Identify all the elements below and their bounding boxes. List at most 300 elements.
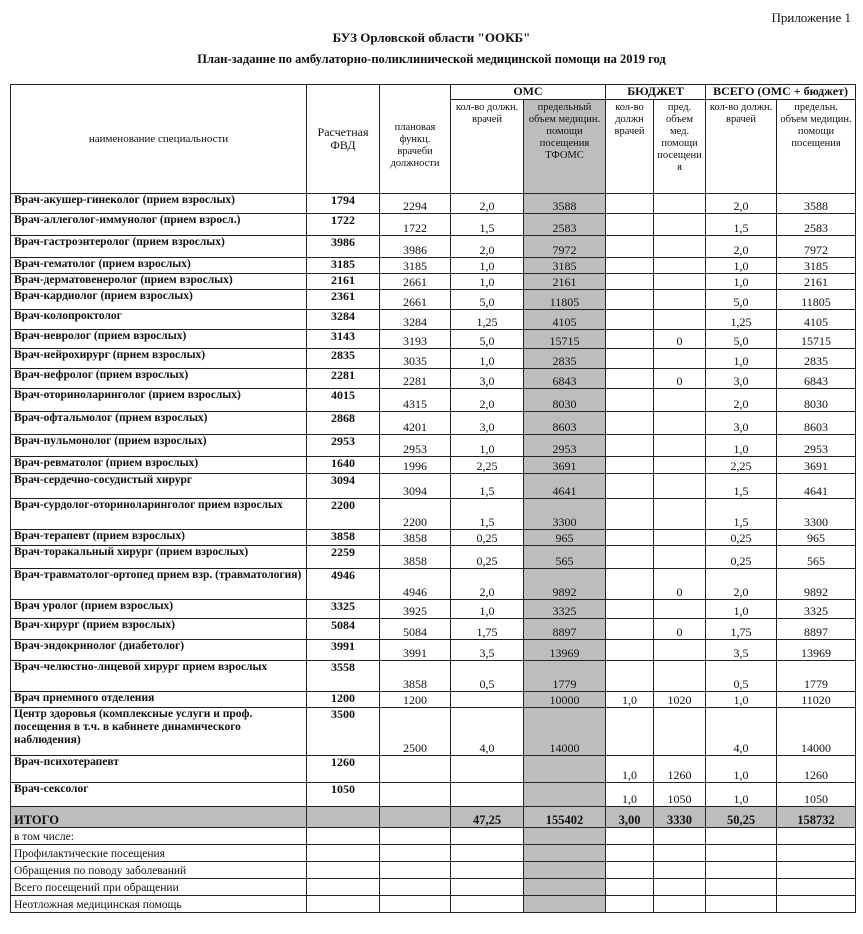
breakdown-empty-cell	[307, 862, 380, 879]
breakdown-label: Неотложная медицинская помощь	[11, 896, 307, 913]
budget-count-value	[606, 290, 654, 310]
oms-volume-value: 14000	[524, 708, 606, 756]
plan-func-value: 3284	[380, 310, 451, 330]
breakdown-empty-cell	[606, 879, 654, 896]
budget-count-value	[606, 274, 654, 290]
plan-func-value: 3925	[380, 600, 451, 619]
specialty-name: Врач-сердечно-сосудистый хирург	[11, 474, 307, 499]
breakdown-empty-cell	[451, 828, 524, 845]
breakdown-empty-cell	[654, 896, 706, 913]
fvd-value: 2259	[307, 546, 380, 569]
table-row	[11, 499, 856, 530]
plan-func-value: 2953	[380, 435, 451, 457]
total-volume-value: 3691	[777, 457, 856, 474]
oms-count-value: 2,0	[451, 194, 524, 214]
oms-volume-value: 4641	[524, 474, 606, 499]
total-volume-value: 8030	[777, 389, 856, 412]
breakdown-label: Всего посещений при обращении	[11, 879, 307, 896]
oms-volume-value: 10000	[524, 692, 606, 708]
total-count-value: 2,25	[706, 457, 777, 474]
fvd-value: 1640	[307, 457, 380, 474]
plan-func-value	[380, 783, 451, 807]
oms-volume-value: 11805	[524, 290, 606, 310]
specialty-name: Врач-гематолог (прием взрослых)	[11, 258, 307, 274]
table-row	[11, 756, 856, 783]
oms-count-value	[451, 756, 524, 783]
oms-volume-value: 8030	[524, 389, 606, 412]
breakdown-empty-cell	[380, 896, 451, 913]
oms-volume-value	[524, 756, 606, 783]
total-all-volume: 158732	[777, 807, 856, 828]
table-row	[11, 258, 856, 274]
budget-count-value: 1,0	[606, 783, 654, 807]
oms-volume-value: 3300	[524, 499, 606, 530]
oms-count-value: 1,0	[451, 600, 524, 619]
oms-count-value: 0,25	[451, 530, 524, 546]
fvd-value: 2953	[307, 435, 380, 457]
plan-func-value: 2661	[380, 274, 451, 290]
total-count-value: 5,0	[706, 330, 777, 349]
breakdown-empty-cell	[307, 828, 380, 845]
budget-volume-value	[654, 640, 706, 661]
specialty-name: Врач-психотерапевт	[11, 756, 307, 783]
budget-volume-value	[654, 194, 706, 214]
plan-func-value: 3035	[380, 349, 451, 369]
breakdown-empty-cell	[606, 862, 654, 879]
breakdown-empty-cell	[524, 879, 606, 896]
specialty-name: Врач-акушер-гинеколог (прием взрослых)	[11, 194, 307, 214]
budget-count-value	[606, 369, 654, 389]
specialty-name: Врач-гастроэнтеролог (прием взрослых)	[11, 236, 307, 258]
breakdown-row	[11, 845, 856, 862]
oms-volume-value: 15715	[524, 330, 606, 349]
breakdown-label: Обращения по поводу заболеваний	[11, 862, 307, 879]
budget-volume-value: 0	[654, 330, 706, 349]
header-budget-count: кол-во должн врачей	[606, 100, 654, 194]
budget-volume-value	[654, 236, 706, 258]
oms-count-value: 1,5	[451, 214, 524, 236]
oms-count-value: 1,5	[451, 499, 524, 530]
total-volume-value: 3325	[777, 600, 856, 619]
total-plan-empty	[380, 807, 451, 828]
table-row	[11, 457, 856, 474]
fvd-value: 1050	[307, 783, 380, 807]
table-row	[11, 619, 856, 640]
total-volume-value: 7972	[777, 236, 856, 258]
total-volume-value: 565	[777, 546, 856, 569]
budget-volume-value	[654, 290, 706, 310]
table-row	[11, 310, 856, 330]
oms-volume-value: 3691	[524, 457, 606, 474]
total-count-value: 1,5	[706, 474, 777, 499]
specialty-name: Центр здоровья (комплексные услуги и проф. посещения в т.ч. в кабинете динамического наблюдения)	[11, 708, 307, 756]
fvd-value: 3500	[307, 708, 380, 756]
oms-count-value: 5,0	[451, 290, 524, 310]
fvd-value: 3325	[307, 600, 380, 619]
total-volume-value: 965	[777, 530, 856, 546]
breakdown-empty-cell	[654, 828, 706, 845]
budget-count-value	[606, 435, 654, 457]
budget-count-value: 1,0	[606, 756, 654, 783]
oms-volume-value: 8897	[524, 619, 606, 640]
budget-count-value	[606, 640, 654, 661]
budget-count-value	[606, 349, 654, 369]
budget-volume-value	[654, 349, 706, 369]
breakdown-row	[11, 828, 856, 845]
fvd-value: 1260	[307, 756, 380, 783]
budget-volume-value	[654, 474, 706, 499]
specialty-name: Врач-сурдолог-оториноларинголог прием взрослых	[11, 499, 307, 530]
total-count-value: 1,0	[706, 783, 777, 807]
fvd-value: 2835	[307, 349, 380, 369]
total-count-value: 5,0	[706, 290, 777, 310]
total-count-value: 1,5	[706, 214, 777, 236]
total-volume-value: 2583	[777, 214, 856, 236]
fvd-value: 3185	[307, 258, 380, 274]
budget-volume-value	[654, 310, 706, 330]
table-row	[11, 474, 856, 499]
total-count-value: 1,0	[706, 692, 777, 708]
budget-volume-value: 1020	[654, 692, 706, 708]
total-volume-value: 3300	[777, 499, 856, 530]
table-row	[11, 412, 856, 435]
breakdown-empty-cell	[606, 845, 654, 862]
total-volume-value: 3185	[777, 258, 856, 274]
header-plan-func: плановая функц. врачеби должности	[380, 85, 451, 194]
breakdown-empty-cell	[380, 862, 451, 879]
total-count-value: 1,75	[706, 619, 777, 640]
table-row	[11, 435, 856, 457]
breakdown-empty-cell	[706, 845, 777, 862]
table-row	[11, 236, 856, 258]
budget-count-value	[606, 236, 654, 258]
total-volume-value: 15715	[777, 330, 856, 349]
budget-volume-value: 1260	[654, 756, 706, 783]
oms-count-value: 1,0	[451, 258, 524, 274]
budget-count-value	[606, 499, 654, 530]
table-row	[11, 546, 856, 569]
budget-volume-value	[654, 435, 706, 457]
budget-volume-value	[654, 274, 706, 290]
total-volume-value: 14000	[777, 708, 856, 756]
plan-func-value: 1200	[380, 692, 451, 708]
total-oms-volume: 155402	[524, 807, 606, 828]
breakdown-empty-cell	[307, 896, 380, 913]
table-row	[11, 692, 856, 708]
header-specialty: наименование специальности	[11, 85, 307, 194]
fvd-value: 2281	[307, 369, 380, 389]
total-count-value: 1,5	[706, 499, 777, 530]
specialty-name: Врач-кардиолог (прием взрослых)	[11, 290, 307, 310]
oms-count-value: 1,0	[451, 274, 524, 290]
oms-volume-value: 2161	[524, 274, 606, 290]
specialty-name: Врач-травматолог-ортопед прием взр. (травматология)	[11, 569, 307, 600]
budget-count-value	[606, 310, 654, 330]
oms-count-value: 3,0	[451, 412, 524, 435]
oms-count-value: 1,0	[451, 349, 524, 369]
table-row	[11, 330, 856, 349]
breakdown-empty-cell	[524, 862, 606, 879]
total-volume-value: 9892	[777, 569, 856, 600]
plan-func-value: 2661	[380, 290, 451, 310]
appendix-label: Приложение 1	[771, 10, 851, 25]
budget-volume-value	[654, 214, 706, 236]
budget-count-value	[606, 194, 654, 214]
header-total-volume: предельн. объем медицин. помощи посещения	[777, 100, 856, 194]
budget-volume-value	[654, 258, 706, 274]
plan-func-value: 4315	[380, 389, 451, 412]
table-row	[11, 274, 856, 290]
total-fvd-empty	[307, 807, 380, 828]
budget-volume-value	[654, 499, 706, 530]
total-count-value: 1,0	[706, 600, 777, 619]
breakdown-empty-cell	[654, 879, 706, 896]
budget-count-value	[606, 457, 654, 474]
fvd-value: 3094	[307, 474, 380, 499]
specialty-name: Врач уролог (прием взрослых)	[11, 600, 307, 619]
table-row	[11, 290, 856, 310]
oms-volume-value: 965	[524, 530, 606, 546]
total-count-value: 1,0	[706, 349, 777, 369]
total-volume-value: 11020	[777, 692, 856, 708]
breakdown-empty-cell	[777, 896, 856, 913]
budget-count-value	[606, 389, 654, 412]
oms-count-value: 1,75	[451, 619, 524, 640]
oms-volume-value: 9892	[524, 569, 606, 600]
table-row	[11, 783, 856, 807]
oms-count-value	[451, 692, 524, 708]
budget-count-value	[606, 330, 654, 349]
total-volume-value: 8603	[777, 412, 856, 435]
specialty-name: Врач-нейрохирург (прием взрослых)	[11, 349, 307, 369]
total-count-value: 2,0	[706, 569, 777, 600]
budget-volume-value: 0	[654, 569, 706, 600]
plan-func-value: 3185	[380, 258, 451, 274]
total-count-value: 2,0	[706, 194, 777, 214]
plan-func-value: 1996	[380, 457, 451, 474]
breakdown-empty-cell	[524, 828, 606, 845]
table-row	[11, 349, 856, 369]
specialty-name: Врач-невролог (прием взрослых)	[11, 330, 307, 349]
breakdown-empty-cell	[606, 896, 654, 913]
total-volume-value: 2161	[777, 274, 856, 290]
oms-count-value: 1,5	[451, 474, 524, 499]
budget-count-value: 1,0	[606, 692, 654, 708]
fvd-value: 5084	[307, 619, 380, 640]
oms-count-value: 2,25	[451, 457, 524, 474]
breakdown-empty-cell	[606, 828, 654, 845]
breakdown-empty-cell	[706, 862, 777, 879]
specialty-name: Врач-сексолог	[11, 783, 307, 807]
fvd-value: 3986	[307, 236, 380, 258]
breakdown-empty-cell	[524, 845, 606, 862]
fvd-value: 2161	[307, 274, 380, 290]
header-budget-volume: пред. объем мед. помощи посещени я	[654, 100, 706, 194]
oms-volume-value	[524, 783, 606, 807]
plan-func-value: 3858	[380, 661, 451, 692]
plan-func-value: 3986	[380, 236, 451, 258]
oms-count-value: 1,25	[451, 310, 524, 330]
plan-func-value: 3858	[380, 546, 451, 569]
budget-count-value	[606, 600, 654, 619]
breakdown-empty-cell	[706, 896, 777, 913]
budget-count-value	[606, 258, 654, 274]
oms-volume-value: 6843	[524, 369, 606, 389]
oms-count-value: 3,5	[451, 640, 524, 661]
oms-volume-value: 4105	[524, 310, 606, 330]
plan-title: План-задание по амбулаторно-поликлинической медицинской помощи на 2019 год	[197, 52, 666, 66]
specialty-name: Врач-торакальный хирург (прием взрослых)	[11, 546, 307, 569]
oms-count-value: 2,0	[451, 389, 524, 412]
breakdown-empty-cell	[451, 879, 524, 896]
total-volume-value: 1779	[777, 661, 856, 692]
oms-count-value: 0,5	[451, 661, 524, 692]
total-budget-count: 3,00	[606, 807, 654, 828]
budget-count-value	[606, 412, 654, 435]
breakdown-empty-cell	[451, 862, 524, 879]
fvd-value: 1722	[307, 214, 380, 236]
total-label: ИТОГО	[11, 807, 307, 828]
specialty-name: Врач-челюстно-лицевой хирург прием взрослых	[11, 661, 307, 692]
specialty-name: Врач приемного отделения	[11, 692, 307, 708]
total-count-value: 0,25	[706, 546, 777, 569]
oms-volume-value: 565	[524, 546, 606, 569]
breakdown-empty-cell	[777, 862, 856, 879]
fvd-value: 3858	[307, 530, 380, 546]
budget-volume-value	[654, 600, 706, 619]
budget-volume-value	[654, 389, 706, 412]
table-row	[11, 600, 856, 619]
total-count-value: 1,0	[706, 274, 777, 290]
plan-func-value: 2200	[380, 499, 451, 530]
oms-volume-value: 7972	[524, 236, 606, 258]
total-budget-volume: 3330	[654, 807, 706, 828]
breakdown-row	[11, 879, 856, 896]
plan-func-value	[380, 756, 451, 783]
table-row	[11, 569, 856, 600]
budget-count-value	[606, 661, 654, 692]
total-count-value: 2,0	[706, 389, 777, 412]
oms-volume-value: 2835	[524, 349, 606, 369]
budget-volume-value	[654, 412, 706, 435]
fvd-value: 3558	[307, 661, 380, 692]
budget-volume-value	[654, 530, 706, 546]
total-volume-value: 2953	[777, 435, 856, 457]
plan-func-value: 4946	[380, 569, 451, 600]
breakdown-empty-cell	[451, 845, 524, 862]
breakdown-empty-cell	[706, 879, 777, 896]
total-row	[11, 807, 856, 828]
specialty-name: Врач-дерматовенеролог (прием взрослых)	[11, 274, 307, 290]
oms-volume-value: 3588	[524, 194, 606, 214]
total-all-count: 50,25	[706, 807, 777, 828]
budget-volume-value	[654, 708, 706, 756]
table-row	[11, 661, 856, 692]
plan-func-value: 3094	[380, 474, 451, 499]
table-row	[11, 708, 856, 756]
oms-volume-value: 3325	[524, 600, 606, 619]
fvd-value: 4946	[307, 569, 380, 600]
table-row	[11, 369, 856, 389]
plan-func-value: 1722	[380, 214, 451, 236]
oms-volume-value: 3185	[524, 258, 606, 274]
total-count-value: 3,5	[706, 640, 777, 661]
budget-count-value	[606, 546, 654, 569]
fvd-value: 2361	[307, 290, 380, 310]
budget-volume-value: 0	[654, 369, 706, 389]
budget-count-value	[606, 530, 654, 546]
fvd-value: 2868	[307, 412, 380, 435]
total-count-value: 4,0	[706, 708, 777, 756]
header-oms-count: кол-во должн. врачей	[451, 100, 524, 194]
breakdown-empty-cell	[777, 845, 856, 862]
oms-count-value: 2,0	[451, 569, 524, 600]
oms-volume-value: 2953	[524, 435, 606, 457]
breakdown-label: Профилактические посещения	[11, 845, 307, 862]
plan-func-value: 2294	[380, 194, 451, 214]
fvd-value: 4015	[307, 389, 380, 412]
plan-func-value: 4201	[380, 412, 451, 435]
breakdown-empty-cell	[654, 845, 706, 862]
oms-count-value: 2,0	[451, 236, 524, 258]
fvd-value: 3143	[307, 330, 380, 349]
total-count-value: 2,0	[706, 236, 777, 258]
breakdown-empty-cell	[307, 879, 380, 896]
budget-volume-value	[654, 546, 706, 569]
oms-volume-value: 2583	[524, 214, 606, 236]
total-count-value: 3,0	[706, 412, 777, 435]
budget-count-value	[606, 214, 654, 236]
plan-func-value: 3991	[380, 640, 451, 661]
specialty-name: Врач-ревматолог (прием взрослых)	[11, 457, 307, 474]
breakdown-empty-cell	[777, 828, 856, 845]
budget-count-value	[606, 474, 654, 499]
plan-func-value: 5084	[380, 619, 451, 640]
total-volume-value: 3588	[777, 194, 856, 214]
specialty-name: Врач-колопроктолог	[11, 310, 307, 330]
budget-count-value	[606, 569, 654, 600]
header-budget: БЮДЖЕТ	[606, 85, 706, 100]
oms-count-value: 4,0	[451, 708, 524, 756]
header-total: ВСЕГО (ОМС + бюджет)	[706, 85, 856, 100]
breakdown-empty-cell	[380, 845, 451, 862]
breakdown-row	[11, 862, 856, 879]
budget-volume-value: 1050	[654, 783, 706, 807]
total-count-value: 1,0	[706, 435, 777, 457]
header-total-count: кол-во должн. врачей	[706, 100, 777, 194]
plan-table	[10, 84, 856, 913]
fvd-value: 2200	[307, 499, 380, 530]
oms-count-value	[451, 783, 524, 807]
plan-func-value: 3858	[380, 530, 451, 546]
specialty-name: Врач-пульмонолог (прием взрослых)	[11, 435, 307, 457]
budget-volume-value	[654, 661, 706, 692]
total-volume-value: 11805	[777, 290, 856, 310]
breakdown-empty-cell	[706, 828, 777, 845]
plan-func-value: 2500	[380, 708, 451, 756]
total-volume-value: 1260	[777, 756, 856, 783]
breakdown-empty-cell	[524, 896, 606, 913]
specialty-name: Врач-эндокринолог (диабетолог)	[11, 640, 307, 661]
table-row	[11, 530, 856, 546]
total-oms-count: 47,25	[451, 807, 524, 828]
specialty-name: Врач-хирург (прием взрослых)	[11, 619, 307, 640]
fvd-value: 1794	[307, 194, 380, 214]
total-count-value: 1,25	[706, 310, 777, 330]
budget-count-value	[606, 708, 654, 756]
total-count-value: 0,5	[706, 661, 777, 692]
breakdown-label: в том числе:	[11, 828, 307, 845]
